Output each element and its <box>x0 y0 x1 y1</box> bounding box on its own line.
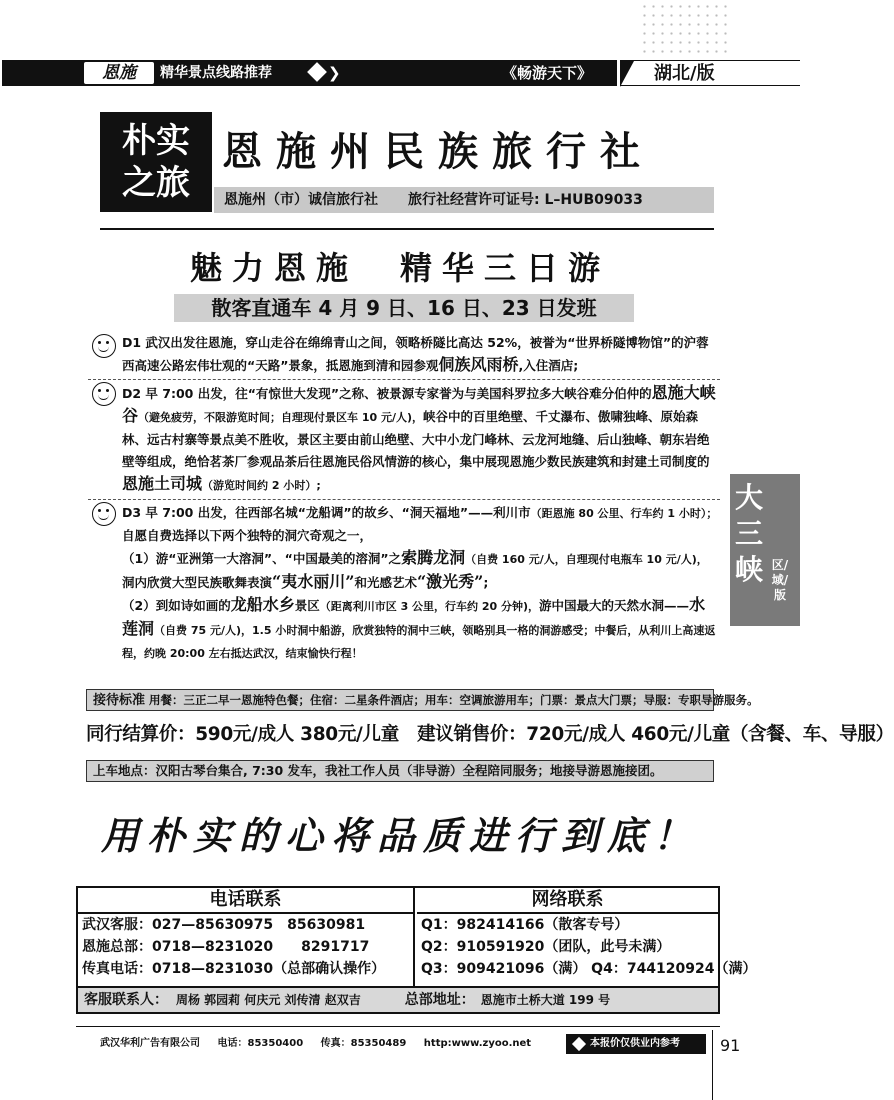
edition-triangle <box>620 61 634 87</box>
contact-table <box>76 886 757 1014</box>
service-names: 周杨 郭园莉 何庆元 刘传清 赵双吉 <box>176 993 361 1007</box>
itinerary-day2 <box>88 379 720 497</box>
diamond-icon <box>307 62 327 82</box>
agency-logo <box>100 112 212 212</box>
itinerary <box>88 316 720 667</box>
agency-logo-line1: 朴实 <box>122 121 190 161</box>
reception-text: 用餐：三正二早一恩施特色餐；住宿：二星条件酒店；用车：空调旅游用车；门票：景点大门票；导服：专职导游服务。 <box>149 693 759 707</box>
itinerary-day1 <box>88 332 720 377</box>
region-side-tab <box>730 474 800 626</box>
option1-highlight3: “激光秀” <box>416 572 484 591</box>
option1-highlight: 腾龙洞 <box>417 548 466 567</box>
qq-row: Q2：910591920（团队，此号未满） <box>421 939 671 955</box>
agency-logo-line2: 之旅 <box>122 163 190 203</box>
option1-highlight-prefix: 索 <box>401 548 418 567</box>
banner-subtitle: 精华景点线路推荐 <box>160 65 272 81</box>
address-value: 恩施市土桥大道 199 号 <box>480 993 611 1007</box>
smiley-icon <box>92 334 116 358</box>
edition-label: 湖北/版 <box>654 63 715 84</box>
day2-highlight: 恩施大峡谷 <box>122 383 716 425</box>
top-banner <box>2 60 617 86</box>
reception-label: 接待标准 <box>93 693 146 708</box>
agency-name: 恩施州民族旅行社 <box>222 128 654 175</box>
footer-phone: 电话：85350400 <box>217 1038 304 1049</box>
service-label: 客服联系人： <box>84 992 168 1008</box>
brand-logo: 恩施 <box>84 62 154 84</box>
option2-text: （2）到如诗如画的 <box>122 598 231 613</box>
tour-title: 魅力恩施 精华三日游 <box>189 249 610 287</box>
day2-highlight2: 恩施土司城 <box>122 474 203 493</box>
phone-column <box>78 888 415 986</box>
arrow-right-icon: ❯ <box>328 64 341 82</box>
slogan: 用朴实的心将品质进行到底！ <box>100 813 699 858</box>
smiley-icon <box>92 382 116 406</box>
day2-text-mid: 峡谷中的百里绝壁、千丈瀑布、傲啸独峰、原始森林、远古村寨等景点美不胜收，景区主要由前山绝壁、大中小龙门峰林、云龙河地缝、后山独峰、朝东岩绝壁等组成，绝恰茗茶厂参观品茶后往恩施民俗风情游的核心，集中展现恩施少数民族建筑和封建土司制度的 <box>122 409 710 469</box>
region-tab-label: 区/域/版 <box>771 558 789 602</box>
option2-highlight: 龙船水乡 <box>230 595 295 614</box>
footer-divider <box>76 1026 720 1027</box>
agency-subname: 恩施州（市）诚信旅行社 <box>224 192 378 208</box>
phone-heading: 电话联系 <box>78 888 413 914</box>
decorative-dot-grid <box>640 2 730 54</box>
smiley-icon <box>92 502 116 526</box>
qq-row: Q1：982414166（散客专号） <box>421 917 629 933</box>
page-number: 91 <box>720 1036 741 1055</box>
day2-note-end: （游览时间约 2 小时）; <box>202 479 321 492</box>
price-line: 同行结算价：590元/成人 380元/儿童 建议销售价：720元/成人 460元/儿童（含餐、车、导服） <box>86 724 894 745</box>
phone-row: 传真电话：0718—8231030（总部确认操作） <box>82 961 386 977</box>
day1-highlight: 侗族风雨桥 <box>438 355 519 374</box>
footer-info <box>100 1036 545 1052</box>
reception-standard <box>86 689 759 711</box>
online-column <box>417 888 757 986</box>
option1-end: ; <box>483 575 489 590</box>
phone-row: 恩施总部：0718—8231020 8291717 <box>82 939 370 955</box>
option2-note: （距离利川市区 3 公里，行车约 20 分钟)， <box>319 600 540 613</box>
option1-note: （自费 160 元/人，自理现付电瓶车 10 元/人)， <box>465 553 708 566</box>
itinerary-day3 <box>88 499 720 665</box>
option2-text-end: （自费 75 元/人)，1.5 小时洞中船游，欣赏独特的洞中三峡，领略别具一格的洞游感受；中餐后，从利川上高速返程，约晚 20:00 左右抵达武汉，结束愉快行程！ <box>122 624 716 660</box>
phone-row: 武汉客服：027—85630975 85630981 <box>82 917 366 933</box>
magazine-name: 《畅游天下》 <box>502 64 593 82</box>
edition-tab <box>620 60 800 86</box>
option2-text-b: 景区 <box>294 598 320 613</box>
departure-banner: 散客直通车 4 月 9 日、16 日、23 日发班 <box>174 294 634 322</box>
boarding-info: 上车地点：汉阳古琴台集合, 7:30 发车，我社工作人员（非导游）全程陪同服务；地接导游恩施接团。 <box>86 760 714 782</box>
option1-text-and: 和光感艺术 <box>354 575 417 590</box>
option1-text-mid: 洞内欣赏大型民族歌舞表演 <box>122 575 273 590</box>
day3-text: D3 早 7:00 出发，往西部名城“龙船调”的故乡、“洞天福地”——利川市 <box>122 505 531 520</box>
option2-highlight2: 水莲洞 <box>122 595 706 638</box>
agency-subline <box>214 187 714 213</box>
region-tab-title: 大三峡 <box>734 481 763 586</box>
address-label: 总部地址： <box>404 992 475 1008</box>
divider <box>100 228 714 230</box>
qq-row: Q3：909421096（满） Q4：744120924（满） <box>421 961 757 977</box>
day3-note: （距恩施 80 公里、行车约 1 小时）； <box>530 507 718 520</box>
option1-highlight2: “夷水丽川” <box>272 572 355 591</box>
day1-text: D1 武汉出发往恩施，穿山走谷在绵绵青山之间，领略桥隧比高达 52%，被誉为“世界桥隧博物馆”的沪蓉西高速公路宏伟壮观的“天路”景象，抵恩施到清和园参观 <box>122 335 709 373</box>
option1-text: （1）游“亚洲第一大溶洞”、“中国最美的溶洞”之 <box>122 551 402 566</box>
option2-text-mid: 游中国最大的天然水洞—— <box>539 598 690 613</box>
footer-fax: 传真：85350489 <box>320 1038 407 1049</box>
footer-website: http:www.zyoo.net <box>423 1038 532 1049</box>
day2-text: D2 早 7:00 出发，往“有惊世大发现”之称、被景源专家誉为与美国科罗拉多大峡谷难分伯仲的 <box>122 386 652 401</box>
footer-disclaimer: 本报价仅供业内参考 <box>566 1034 706 1054</box>
online-heading: 网络联系 <box>417 888 718 914</box>
footer-company: 武汉华利广告有限公司 <box>100 1038 200 1049</box>
day1-text-end: ,入住酒店; <box>518 358 579 373</box>
day3-text-choice: 自愿自费选择以下两个独特的洞穴奇观之一， <box>122 528 373 543</box>
day2-note: （避免疲劳，不限游览时间；自理现付景区车 10 元/人)， <box>138 411 424 424</box>
page-divider <box>712 1030 713 1100</box>
service-contacts <box>78 986 718 1012</box>
license-number: 旅行社经营许可证号: L–HUB09033 <box>408 192 643 208</box>
